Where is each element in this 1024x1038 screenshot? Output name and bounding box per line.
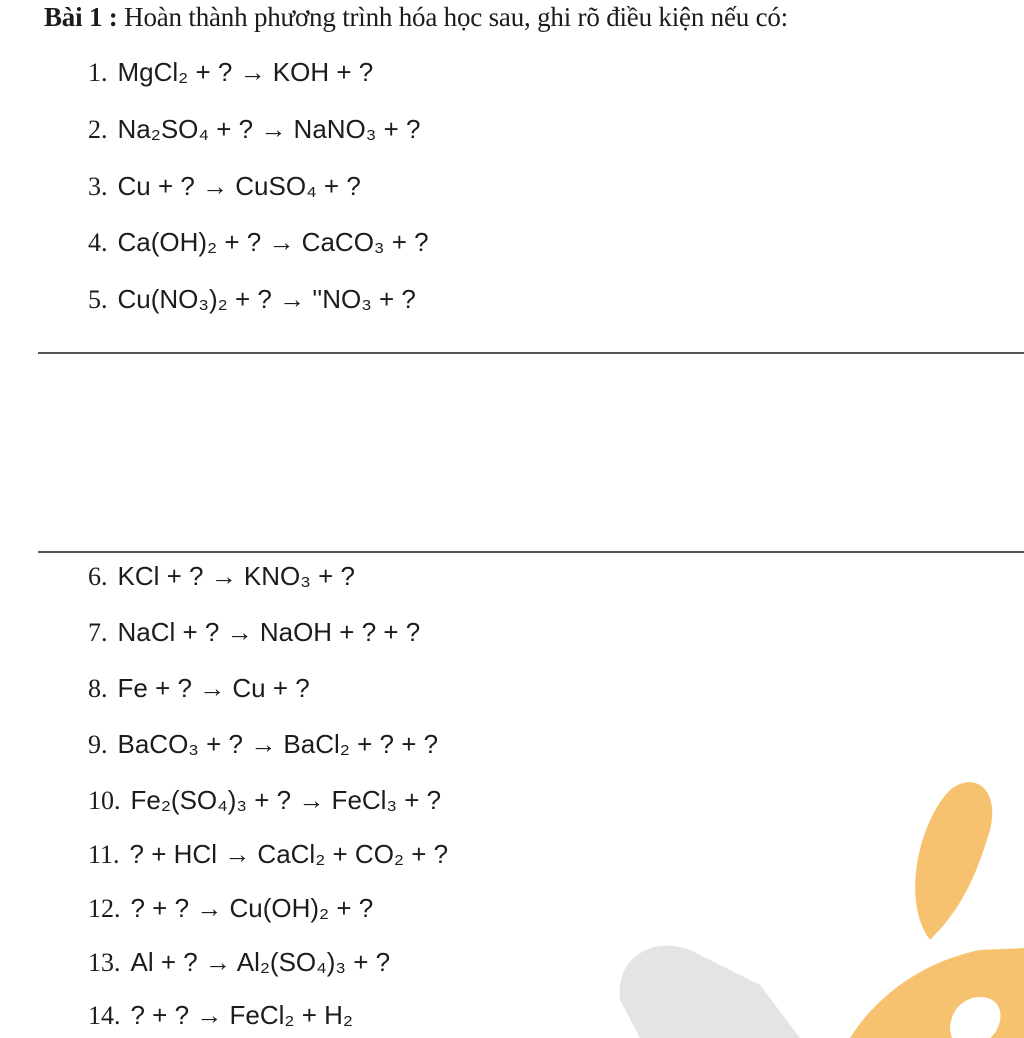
exercise-label: Bài 1 : bbox=[44, 2, 118, 32]
equation-text: ? + ? → Cu(OH)₂ + ? bbox=[130, 893, 374, 923]
exercise-instruction: Hoàn thành phương trình hóa học sau, ghi rõ điều kiện nếu có: bbox=[124, 2, 788, 32]
equation-text: Al + ? → Al₂(SO₄)₃ + ? bbox=[130, 947, 391, 977]
equation-row: 11. ? + HCl → CaCl₂ + CO₂ + ? bbox=[88, 839, 449, 869]
equation-text: BaCO₃ + ? → BaCl₂ + ? + ? bbox=[117, 729, 439, 759]
equation-text: MgCl₂ + ? → KOH + ? bbox=[117, 57, 374, 87]
equation-row: 4. Ca(OH)₂ + ? → CaCO₃ + ? bbox=[88, 227, 429, 257]
equation-row: 7. NaCl + ? → NaOH + ? + ? bbox=[88, 617, 421, 647]
equation-row: 14. ? + ? → FeCl₂ + H₂ bbox=[88, 1000, 353, 1030]
equation-row: 9. BaCO₃ + ? → BaCl₂ + ? + ? bbox=[88, 729, 439, 759]
equation-text: ? + ? → FeCl₂ + H₂ bbox=[130, 1000, 353, 1030]
equation-text: Fe + ? → Cu + ? bbox=[117, 673, 310, 703]
equation-text: Na₂SO₄ + ? → NaNO₃ + ? bbox=[117, 114, 421, 144]
equation-text: Cu(NO₃)₂ + ? → ''NO₃ + ? bbox=[117, 284, 416, 314]
equation-row: 6. KCl + ? → KNO₃ + ? bbox=[88, 561, 355, 591]
equation-row: 5. Cu(NO₃)₂ + ? → ''NO₃ + ? bbox=[88, 284, 416, 314]
divider-bottom bbox=[38, 551, 1024, 553]
equation-text: Cu + ? → CuSO₄ + ? bbox=[117, 171, 361, 201]
orange-shape-top bbox=[915, 782, 992, 940]
equation-text: NaCl + ? → NaOH + ? + ? bbox=[117, 617, 421, 647]
equation-row: 3. Cu + ? → CuSO₄ + ? bbox=[88, 171, 361, 201]
equation-row: 12. ? + ? → Cu(OH)₂ + ? bbox=[88, 893, 374, 923]
equation-row: 13. Al + ? → Al₂(SO₄)₃ + ? bbox=[88, 947, 391, 977]
grey-shape bbox=[620, 946, 800, 1038]
equation-row: 8. Fe + ? → Cu + ? bbox=[88, 673, 310, 703]
equation-text: Ca(OH)₂ + ? → CaCO₃ + ? bbox=[117, 227, 429, 257]
equation-text: ? + HCl → CaCl₂ + CO₂ + ? bbox=[129, 839, 449, 869]
equation-text: Fe₂(SO₄)₃ + ? → FeCl₃ + ? bbox=[130, 785, 442, 815]
exercise-title bbox=[44, 2, 788, 33]
equation-row: 1. MgCl₂ + ? → KOH + ? bbox=[88, 57, 374, 87]
divider-top bbox=[38, 352, 1024, 354]
equation-text: KCl + ? → KNO₃ + ? bbox=[117, 561, 355, 591]
equation-row: 2. Na₂SO₄ + ? → NaNO₃ + ? bbox=[88, 114, 421, 144]
equation-row: 10. Fe₂(SO₄)₃ + ? → FeCl₃ + ? bbox=[88, 785, 442, 815]
